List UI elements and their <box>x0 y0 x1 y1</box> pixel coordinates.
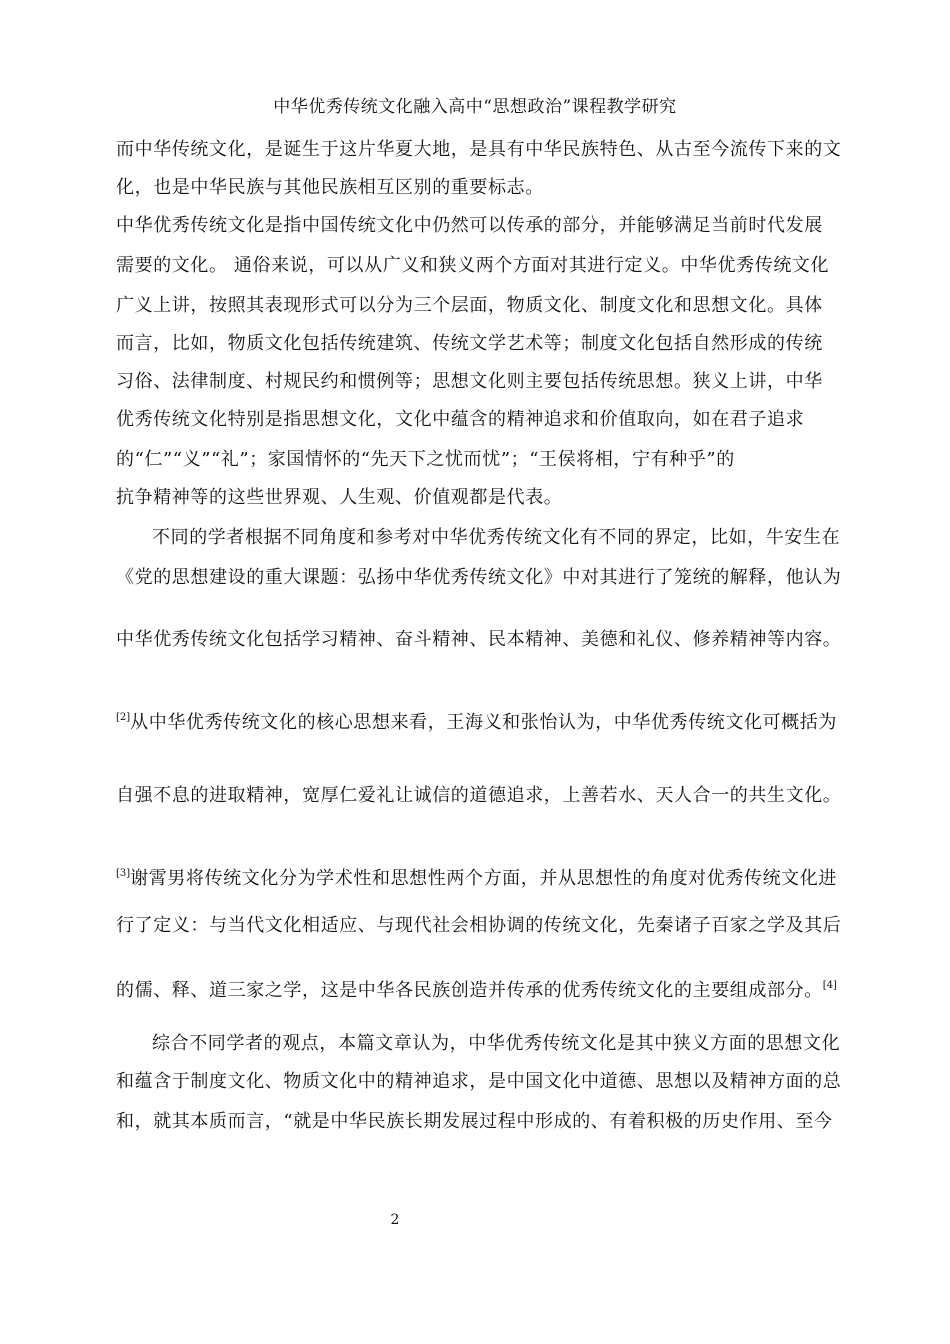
text-line <box>116 704 876 737</box>
text-line: 《党的思想建设的重大课题：弘扬中华优秀传统文化》中对其进行了笼统的解释，他认为 <box>116 567 842 588</box>
text-line: 行了定义：与当代文化相适应、与现代社会相协调的传统文化，先秦诸子百家之学及其后 <box>116 915 842 936</box>
citation-ref: [3] <box>116 868 131 879</box>
text-line: 而中华传统文化，是诞生于这片华夏大地，是具有中华民族特色、从古至今流传下来的文 <box>116 139 842 160</box>
text-line: 中华优秀传统文化包括学习精神、奋斗精神、民本精神、美德和礼仪、修养精神等内容。 <box>116 629 842 650</box>
text-line: 和，就其本质而言，“就是中华民族长期发展过程中形成的、有着积极的历史作用、至今 <box>116 1111 833 1132</box>
text-line: 广义上讲，按照其表现形式可以分为三个层面，物质文化、制度文化和思想文化。具体 <box>116 295 823 316</box>
text-line: 自强不息的进取精神，宽厚仁爱礼让诚信的道德追求，上善若水、天人合一的共生文化。 <box>116 785 842 806</box>
text-line <box>116 860 876 893</box>
text-line: 中华优秀传统文化是指中国传统文化中仍然可以传承的部分，并能够满足当前时代发展 <box>116 215 823 236</box>
page-number: 2 <box>390 1212 400 1228</box>
running-header: 中华优秀传统文化融入高中“思想政治”课程教学研究 <box>273 97 677 117</box>
text-line <box>116 972 876 1005</box>
text-line: 的“仁”“义”“礼”；家国情怀的“先天下之忧而忧”；“王侯将相，宁有种乎”的 <box>116 449 735 470</box>
text-line-content: 谢霄男将传统文化分为学术性和思想性两个方面，并从思想性的角度对优秀传统文化进 <box>130 868 837 889</box>
citation-ref: [2] <box>116 712 131 723</box>
text-line: 综合不同学者的观点，本篇文章认为，中华优秀传统文化是其中狭义方面的思想文化 <box>152 1033 841 1054</box>
text-line: 抗争精神等的这些世界观、人生观、价值观都是代表。 <box>116 487 563 508</box>
citation-ref: [4] <box>822 980 837 991</box>
text-line: 而言，比如，物质文化包括传统建筑、传统文学艺术等；制度文化包括自然形成的传统 <box>116 333 823 354</box>
text-line: 和蕴含于制度文化、物质文化中的精神追求，是中国文化中道德、思想以及精神方面的总 <box>116 1071 842 1092</box>
text-line: 需要的文化。 通俗来说，可以从广义和狭义两个方面对其进行定义。中华优秀传统文化 <box>116 255 830 276</box>
text-line: 不同的学者根据不同角度和参考对中华优秀传统文化有不同的界定，比如，牛安生在 <box>152 527 841 548</box>
text-line: 习俗、法律制度、村规民约和惯例等；思想文化则主要包括传统思想。狭义上讲，中华 <box>116 371 823 392</box>
text-line-content: 从中华优秀传统文化的核心思想来看，王海义和张怡认为，中华优秀传统文化可概括为 <box>130 712 837 733</box>
text-line: 化，也是中华民族与其他民族相互区别的重要标志。 <box>116 177 544 198</box>
text-line: 优秀传统文化特别是指思想文化，文化中蕴含的精神追求和价值取向，如在君子追求 <box>116 409 805 430</box>
text-line-content: 的儒、释、道三家之学，这是中华各民族创造并传承的优秀传统文化的主要组成部分。 <box>116 980 823 1001</box>
